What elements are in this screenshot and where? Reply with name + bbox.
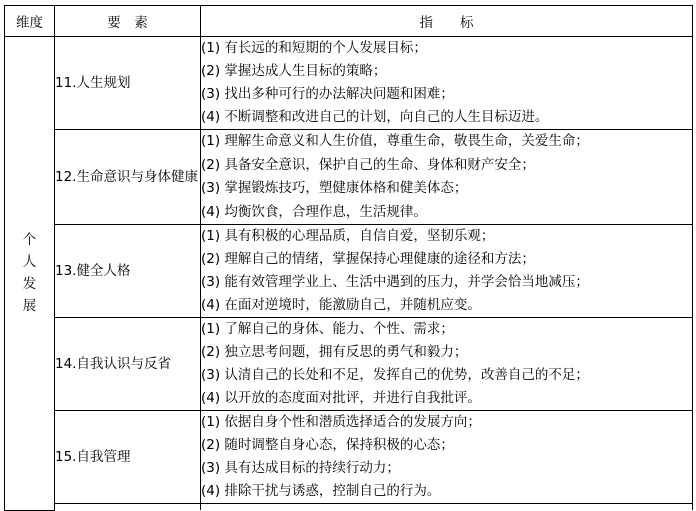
indicator-item: (3) 认清自己的长处和不足，发挥自己的优势，改善自己的不足； (201, 367, 589, 383)
indicator-cell-partial (201, 504, 693, 511)
indicator-item: (1) 理解生命意义和人生价值，尊重生命，敬畏生命，关爱生命； (201, 133, 589, 149)
indicator-item: (3) 找出多种可行的办法解决问题和困难； (201, 86, 454, 102)
element-cell-partial (55, 504, 201, 511)
indicator-item: (1) 具有积极的心理品质，自信自爱，坚韧乐观； (201, 228, 495, 244)
indicator-item: (3) 具有达成目标的持续行动力； (201, 460, 400, 476)
indicator-item: (2) 随时调整自身心态，保持积极的心态； (201, 437, 454, 453)
indicator-item: (1) 有长远的和短期的个人发展目标； (201, 40, 427, 56)
dimension-char: 个 (22, 232, 37, 249)
element-cell: 12.生命意识与身体健康 (55, 130, 201, 225)
dimension-char: 人 (22, 254, 37, 271)
header-dimension: 维度 (5, 6, 55, 37)
indicator-cell (201, 318, 693, 411)
development-indicators-table (4, 5, 693, 511)
element-cell: 11.人生规划 (55, 37, 201, 130)
indicator-cell (201, 37, 693, 130)
table-row (5, 130, 693, 225)
element-cell: 15.自我管理 (55, 411, 201, 504)
header-indicator: 指 标 (201, 6, 693, 37)
indicator-item: (3) 掌握锻炼技巧，塑健康体格和健美体态； (201, 180, 468, 196)
indicator-item: (4) 以开放的态度面对批评，并进行自我批评。 (201, 390, 481, 406)
indicator-item: (4) 在面对逆境时，能激励自己，并随机应变。 (201, 297, 481, 313)
dimension-char: 发 (22, 276, 37, 293)
table-row (5, 411, 693, 504)
indicator-item: (4) 均衡饮食，合理作息，生活规律。 (201, 203, 427, 220)
table-row (5, 225, 693, 318)
header-row (5, 6, 693, 37)
indicator-item: (2) 理解自己的情绪，掌握保持心理健康的途径和方法； (201, 251, 535, 267)
table-row (5, 37, 693, 130)
indicator-item: (2) 掌握达成人生目标的策略； (201, 63, 387, 79)
indicator-item: (1) 依据自身个性和潜质选择适合的发展方向； (201, 414, 481, 430)
indicator-item: (4) 不断调整和改进自己的计划，向自己的人生目标迈进。 (201, 109, 549, 125)
table-row (5, 318, 693, 411)
table-row-partial (5, 504, 693, 511)
indicator-cell (201, 225, 693, 318)
header-element: 要 素 (55, 6, 201, 37)
indicator-cell (201, 130, 693, 225)
indicator-item: (3) 能有效管理学业上、生活中遇到的压力，并学会恰当地减压； (201, 274, 589, 290)
element-cell: 13.健全人格 (55, 225, 201, 318)
element-cell: 14.自我认识与反省 (55, 318, 201, 411)
indicator-cell (201, 411, 693, 504)
indicator-item: (2) 具备安全意识，保护自己的生命、身体和财产安全； (201, 156, 535, 173)
dimension-char: 展 (22, 298, 37, 315)
indicator-item: (1) 了解自己的身体、能力、个性、需求； (201, 321, 454, 337)
indicator-item: (2) 独立思考问题，拥有反思的勇气和毅力； (201, 344, 468, 360)
indicator-item: (4) 排除干扰与诱惑，控制自己的行为。 (201, 483, 441, 499)
dimension-cell (5, 37, 55, 511)
